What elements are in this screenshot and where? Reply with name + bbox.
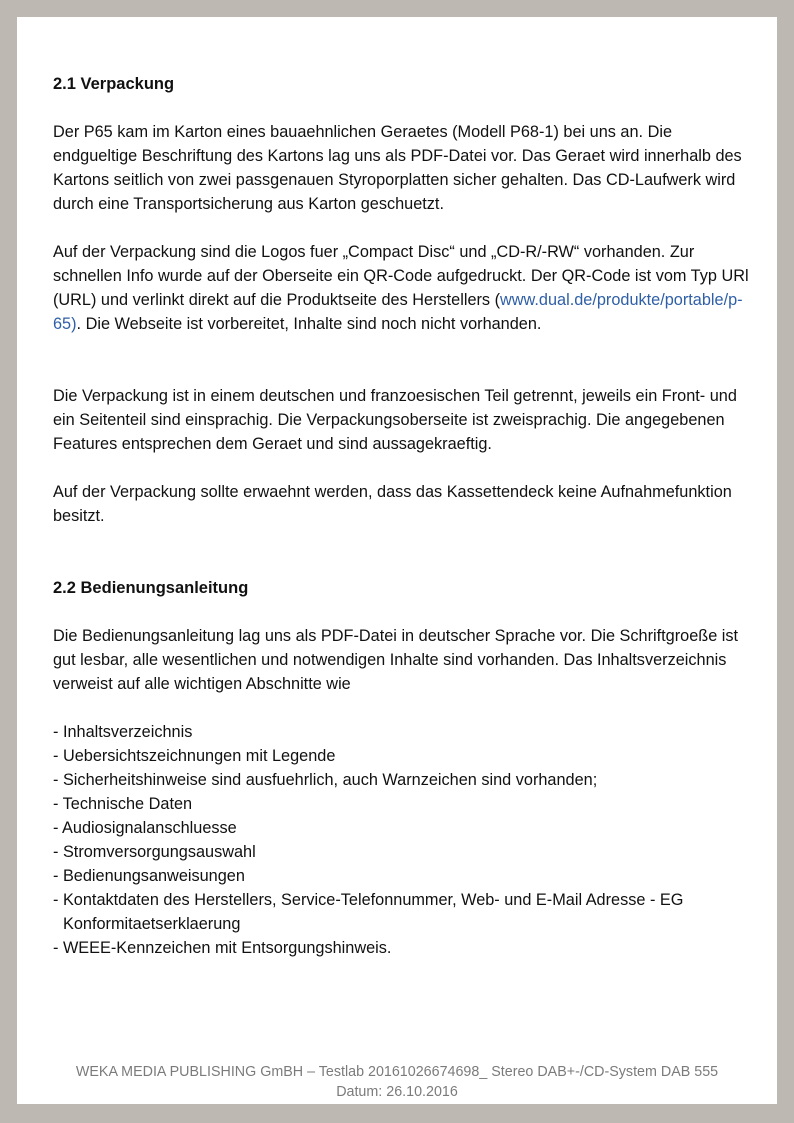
footer-date-line: Datum: 26.10.2016 [336, 1084, 458, 1100]
contents-list [53, 720, 753, 960]
list-item: - Bedienungsanweisungen [53, 867, 245, 885]
list-item: - Stromversorgungsauswahl [53, 843, 256, 861]
section-heading-bedienungsanleitung: 2.2 Bedienungsanleitung [53, 579, 249, 597]
product-page-link[interactable]: www.dual.de/produkte/portable/p-65) [53, 291, 743, 333]
list-item: - Sicherheitshinweise sind ausfuehrlich, auch Warnzeichen sind vorhanden; [53, 771, 598, 789]
page-footer [17, 1062, 777, 1102]
paragraph-text: Auf der Verpackung sind die Logos fuer „Compact Disc“ und „CD-R/-RW“ vorhanden. Zur schnellen Info wurde auf der Oberseite ein QR-Code aufgedruckt. Der QR-Code ist vom Typ URl (URL) und verlinkt direkt auf die Produktseite des Herstellers ( [53, 243, 749, 309]
footer-publisher-line: WEKA MEDIA PUBLISHING GmBH – Testlab 20161026674698_ Stereo DAB+-/CD-System DAB 555 [75, 1064, 719, 1080]
paragraph-verpackung-3: Die Verpackung ist in einem deutschen und franzoesischen Teil getrennt, jeweils ein Front- und ein Seitenteil sind einsprachig. Die Verpackungsoberseite ist zweisprachig. Die angegebenen Features entsprechen dem Geraet und sind aussagekraeftig. [53, 387, 737, 453]
document-page [17, 17, 777, 1104]
list-item: - Uebersichtszeichnungen mit Legende [53, 747, 336, 765]
paragraph-bedienungsanleitung-1: Die Bedienungsanleitung lag uns als PDF-Datei in deutscher Sprache vor. Die Schriftgroeße ist gut lesbar, alle wesentlichen und notwendigen Inhalte sind vorhanden. Das Inhaltsverzeichnis verweist auf alle wichtigen Abschnitte wie [53, 627, 739, 693]
section-heading-verpackung: 2.1 Verpackung [53, 75, 175, 93]
list-item: - WEEE-Kennzeichen mit Entsorgungshinweis. [53, 939, 392, 957]
paragraph-verpackung-1: Der P65 kam im Karton eines bauaehnlichen Geraetes (Modell P68-1) bei uns an. Die endgueltige Beschriftung des Kartons lag uns als PDF-Datei vor. Das Geraet wird innerhalb des Kartons seitlich von zwei passgenauen Styroporplatten sicher gehalten. Das CD-Laufwerk wird durch eine Transportsicherung aus Karton geschuetzt. [53, 123, 742, 213]
list-item: - Kontaktdaten des Herstellers, Service-Telefonnummer, Web- und E-Mail Adresse - EG Konformitaetserklaerung [53, 891, 684, 933]
paragraph-verpackung-4: Auf der Verpackung sollte erwaehnt werden, dass das Kassettendeck keine Aufnahmefunktion besitzt. [53, 483, 732, 525]
list-item: - Audiosignalanschluesse [53, 819, 237, 837]
list-item: - Inhaltsverzeichnis [53, 723, 193, 741]
paragraph-text: . Die Webseite ist vorbereitet, Inhalte sind noch nicht vorhanden. [76, 315, 542, 333]
paragraph-verpackung-2 [53, 240, 753, 336]
list-item: - Technische Daten [53, 795, 193, 813]
